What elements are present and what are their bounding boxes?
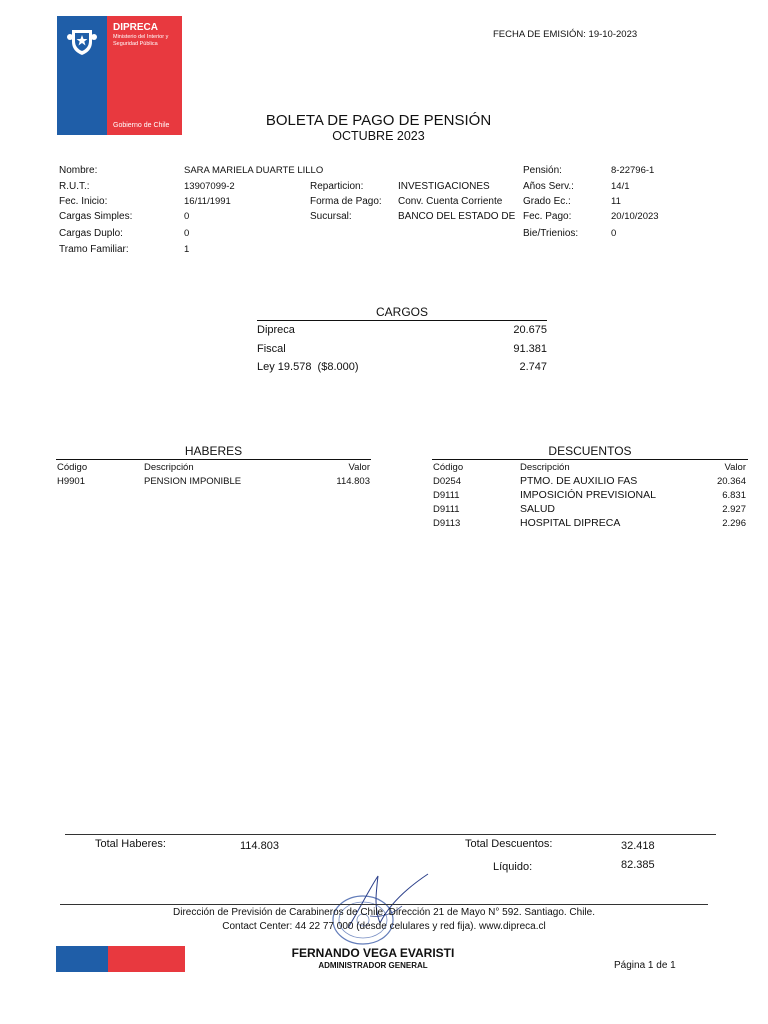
liquido-label: Líquido: [493,861,533,873]
rut-label: R.U.T.: [59,181,90,192]
table-row-value: 2.296 [722,518,746,529]
footer-divider [60,904,708,905]
table-row-value: 6.831 [722,490,746,501]
anos-serv-value: 14/1 [611,181,630,192]
cargo-label: Fiscal [257,343,286,355]
haberes-title: HABERES [184,444,243,458]
cargo-value: 20.675 [513,324,547,336]
footer-contact: Contact Center: 44 22 77 000 (desde celulares y red fija). www.dipreca.cl [222,921,546,932]
haberes-header-value: Valor [348,462,370,473]
table-row-code: D9111 [433,490,460,501]
descuentos-divider [432,459,748,460]
descuentos-header-desc: Descripción [520,462,570,473]
table-row-desc: HOSPITAL DIPRECA [520,517,621,529]
signer-title: ADMINISTRADOR GENERAL [318,961,428,970]
haberes-header-code: Código [57,462,88,473]
fec-inicio-label: Fec. Inicio: [59,196,108,207]
total-haberes-label: Total Haberes: [95,838,166,850]
cargo-value: 91.381 [513,343,547,355]
flag-blue [56,946,108,972]
sucursal-value: BANCO DEL ESTADO DE [398,211,516,222]
pension-value: 8-22796-1 [611,165,655,176]
totals-top-divider [65,834,716,835]
haberes-divider [56,459,371,460]
nombre-label: Nombre: [59,165,98,176]
reparticion-value: INVESTIGACIONES [398,181,490,192]
logo-ministry: Ministerio del Interior y Seguridad Pública [113,34,169,47]
table-row-value: 20.364 [716,476,746,487]
cargos-title: CARGOS [375,305,428,319]
liquido-value: 82.385 [621,859,655,871]
tramo-value: 1 [184,244,190,255]
issue-date: FECHA DE EMISIÓN: 19-10-2023 [493,29,638,40]
document-period: OCTUBRE 2023 [332,129,425,143]
nombre-value: SARA MARIELA DUARTE LILLO [184,165,324,176]
pension-label: Pensión: [523,165,562,176]
flag-red [108,946,185,972]
document-title: BOLETA DE PAGO DE PENSIÓN [265,112,492,129]
tramo-label: Tramo Familiar: [59,244,129,255]
table-row-code: D9111 [433,504,460,515]
table-row-value: 2.927 [722,504,746,515]
table-row-desc: SALUD [520,503,556,515]
fec-pago-value: 20/10/2023 [611,211,659,222]
forma-pago-value: Conv. Cuenta Corriente [398,196,503,207]
fec-inicio-value: 16/11/1991 [184,196,231,207]
table-row-code: H9901 [57,476,85,487]
coat-of-arms-icon [65,24,99,58]
forma-pago-label: Forma de Pago: [310,196,382,207]
bie-value: 0 [611,228,617,239]
total-descuentos-label: Total Descuentos: [465,838,553,850]
chile-flag-bar [56,946,185,972]
cargas-simples-label: Cargas Simples: [59,211,133,222]
table-row-desc: PTMO. DE AUXILIO FAS [520,475,638,487]
cargo-label: Ley 19.578 ($8.000) [257,361,359,373]
sucursal-label: Sucursal: [310,211,352,222]
signer-name: FERNANDO VEGA EVARISTI [291,946,455,960]
cargo-value: 2.747 [519,361,547,373]
descuentos-title: DESCUENTOS [548,444,632,458]
reparticion-label: Reparticion: [310,181,364,192]
logo-government: Gobierno de Chile [113,122,170,129]
footer-address: Dirección de Previsión de Carabineros de Chile. Dirección 21 de Mayo N° 592. Santiago. Chile. [173,907,595,918]
fec-pago-label: Fec. Pago: [523,211,572,222]
descuentos-header-code: Código [433,462,464,473]
descuentos-header-value: Valor [724,462,746,473]
table-row-desc: IMPOSICIÓN PREVISIONAL [520,489,656,501]
haberes-header-desc: Descripción [144,462,194,473]
table-row-code: D0254 [433,476,461,487]
page-number: Página 1 de 1 [614,960,676,971]
cargo-label: Dipreca [257,324,295,336]
total-descuentos-value: 32.418 [621,840,655,852]
table-row-value: 114.803 [336,476,370,487]
cargos-divider [257,320,547,321]
grado-label: Grado Ec.: [523,196,571,207]
cargas-simples-value: 0 [184,211,190,222]
table-row-code: D9113 [433,518,461,529]
cargas-duplo-label: Cargas Duplo: [59,228,123,239]
grado-value: 11 [611,196,621,207]
rut-value: 13907099-2 [184,181,235,192]
anos-serv-label: Años Serv.: [523,181,574,192]
cargas-duplo-value: 0 [184,228,190,239]
total-haberes-value: 114.803 [240,840,279,852]
bie-label: Bie/Trienios: [523,228,579,239]
table-row-desc: PENSION IMPONIBLE [144,476,242,487]
logo-brand: DIPRECA [113,22,159,33]
